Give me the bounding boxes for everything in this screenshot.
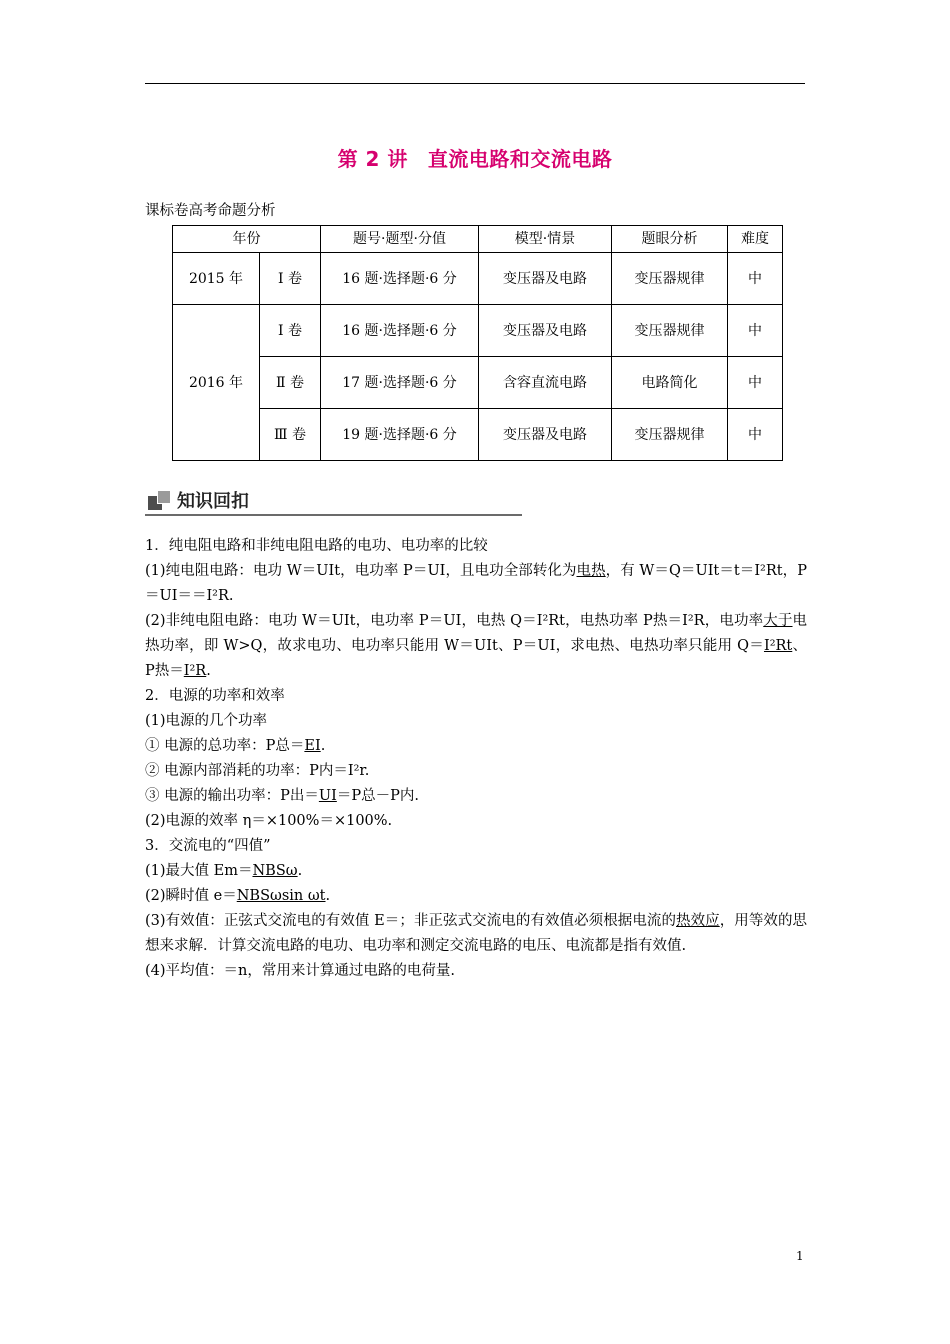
- header-cell: 题号·题型·分值: [321, 226, 479, 253]
- difficulty-cell: 中: [728, 357, 783, 409]
- key-cell: 变压器规律: [612, 409, 728, 461]
- key-cell: 电路简化: [612, 357, 728, 409]
- exam-analysis-table: [172, 225, 783, 461]
- s3-line-3: [145, 909, 807, 959]
- paper-cell: Ⅲ 卷: [260, 409, 321, 461]
- s3-line-4: (4)平均值：＝n，常用来计算通过电路的电荷量.: [145, 963, 455, 979]
- header-cell: 题眼分析: [612, 226, 728, 253]
- s3-heading: 3．交流电的“四值”: [145, 838, 271, 854]
- s3-line-1: [145, 859, 807, 884]
- question-text: 16 题·选择题·6 分: [342, 322, 457, 339]
- header-cell: 难度: [728, 226, 783, 253]
- table-caption: 课标卷高考命题分析: [145, 203, 276, 219]
- text-run: 、P热＝: [145, 638, 807, 679]
- text-run: .: [297, 863, 303, 879]
- text-run: (2)非纯电阻电路：电功 W＝UIt，电功率 P＝UI，电热 Q＝I²Rt，电热功率 P热＝I²R，电功率: [145, 613, 764, 629]
- underlined-term: 大于: [763, 613, 793, 629]
- key-cell: 变压器规律: [612, 305, 728, 357]
- table-row: [173, 253, 783, 305]
- section-header: [145, 486, 522, 516]
- section-title: 知识回扣: [177, 491, 249, 512]
- underlined-term: UI: [318, 788, 337, 804]
- lecture-topic: 直流电路和交流电路: [427, 147, 613, 171]
- s1-paragraph-2: [145, 609, 807, 684]
- text-run: ① 电源的总功率：P总＝: [145, 738, 305, 754]
- header-rule: [145, 83, 805, 84]
- model-cell: 变压器及电路: [479, 409, 612, 461]
- model-cell: 含容直流电路: [479, 357, 612, 409]
- question-cell: [321, 253, 479, 305]
- s2-line-4: [145, 784, 807, 809]
- text-run: .: [320, 738, 326, 754]
- question-text: 19 题·选择题·6 分: [342, 426, 457, 443]
- s1-heading: 1．纯电阻电路和非纯电阻电路的电功、电功率的比较: [145, 538, 488, 554]
- s1-paragraph-1: [145, 559, 807, 609]
- text-run: ＝P总－P内.: [336, 788, 419, 804]
- text-run: (3)有效值：正弦式交流电的有效值 E＝；非正弦式交流电的有效值必须根据电流的: [145, 913, 677, 929]
- difficulty-cell: 中: [728, 305, 783, 357]
- table-header-row: [173, 226, 783, 253]
- text-run: (1)纯电阻电路：电功 W＝UIt，电功率 P＝UI，且电功全部转化为: [145, 563, 577, 579]
- underlined-term: NBSω: [252, 863, 298, 879]
- text-run: ，用等效的思想来求解．计算交流电路的电功、电功率和测定交流电路的电压、电流都是指有效值.: [145, 913, 808, 954]
- question-cell: [321, 357, 479, 409]
- question-text: 16 题·选择题·6 分: [342, 270, 457, 287]
- table-row: [173, 305, 783, 357]
- text-run: ③ 电源的输出功率：P出＝: [145, 788, 319, 804]
- s2-line-3: ② 电源内部消耗的功率：P内＝I²r.: [145, 763, 370, 779]
- s2-heading: 2．电源的功率和效率: [145, 688, 285, 704]
- page-number: 1: [796, 1249, 804, 1263]
- difficulty-cell: 中: [728, 409, 783, 461]
- underlined-term: EI: [304, 738, 321, 754]
- model-cell: 变压器及电路: [479, 253, 612, 305]
- paper-cell: Ⅱ 卷: [260, 357, 321, 409]
- model-cell: 变压器及电路: [479, 305, 612, 357]
- underlined-term: 电热: [576, 563, 606, 579]
- page-title: [0, 143, 950, 172]
- question-cell: [321, 409, 479, 461]
- section-blocks-icon: [148, 490, 170, 510]
- year-cell: 2016 年: [173, 305, 260, 461]
- s3-line-2: [145, 884, 807, 909]
- text-run: (1)最大值 Em＝: [145, 863, 253, 879]
- underlined-term: I²Rt: [763, 638, 793, 654]
- difficulty-cell: 中: [728, 253, 783, 305]
- question-text: 17 题·选择题·6 分: [342, 374, 457, 391]
- s2-line-1: (1)电源的几个功率: [145, 713, 268, 729]
- underlined-term: 热效应: [676, 913, 720, 929]
- underlined-term: NBSωsin ωt: [236, 888, 326, 904]
- underlined-term: I²R: [183, 663, 207, 679]
- text-run: ，有 W＝Q＝UIt＝t＝I²Rt，P＝UI＝＝I²R.: [145, 563, 807, 604]
- question-cell: [321, 305, 479, 357]
- text-run: (2)瞬时值 e＝: [145, 888, 237, 904]
- s2-line-2: [145, 734, 807, 759]
- lecture-number: 第 2 讲: [337, 147, 408, 171]
- text-run: .: [325, 888, 331, 904]
- paper-cell: Ⅰ 卷: [260, 253, 321, 305]
- year-cell: 2015 年: [173, 253, 260, 305]
- table-row: [173, 409, 783, 461]
- text-run: 电热功率，即 W>Q，故求电功、电功率只能用 W＝UIt、P＝UI，求电热、电热功率只能用 Q＝: [145, 613, 808, 654]
- header-cell: 模型·情景: [479, 226, 612, 253]
- header-cell: 年份: [173, 226, 321, 253]
- table-row: [173, 357, 783, 409]
- s2-line-5: (2)电源的效率 η＝×100%＝×100%.: [145, 813, 393, 829]
- paper-cell: Ⅰ 卷: [260, 305, 321, 357]
- knowledge-content: [145, 534, 807, 984]
- key-cell: 变压器规律: [612, 253, 728, 305]
- text-run: .: [206, 663, 211, 679]
